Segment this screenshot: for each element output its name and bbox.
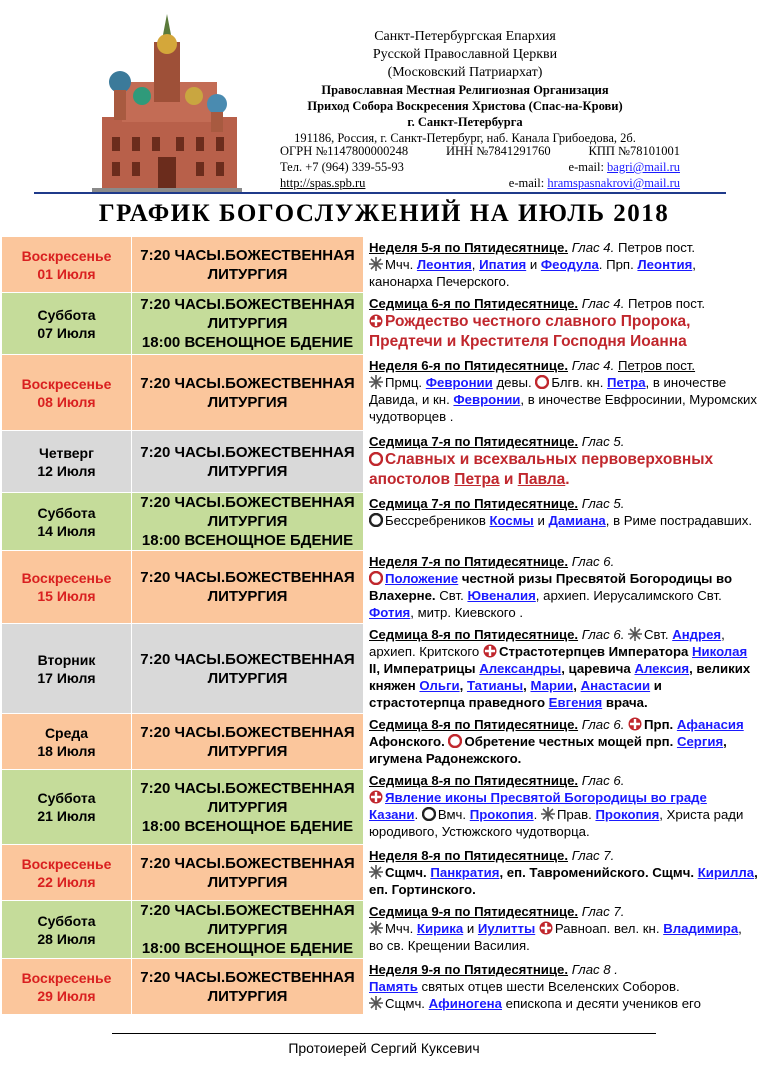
- memory-link[interactable]: Память: [369, 979, 418, 994]
- text: , канонарха Печерского.: [369, 257, 696, 289]
- day-cell: [2, 431, 132, 493]
- day-cell: [2, 624, 132, 714]
- week-heading: Седмица 8-я по Пятидесятнице.: [369, 717, 579, 732]
- red-circle-icon: [448, 734, 462, 748]
- saint-link[interactable]: Панкратия: [430, 865, 500, 880]
- text: Страстотерпцев Императора: [498, 644, 689, 659]
- text: ,: [523, 678, 527, 693]
- service-cell: [132, 770, 364, 845]
- glas: Глас 4.: [571, 240, 615, 255]
- site-url[interactable]: http://spas.spb.ru: [280, 176, 366, 190]
- day-cell: [2, 493, 132, 551]
- saint-link[interactable]: Владимира: [663, 921, 739, 936]
- text: Блгв. кн.: [551, 375, 604, 390]
- week-heading: Неделя 8-я по Пятидесятнице.: [369, 848, 569, 863]
- service-liturgy: 7:20 ЧАСЫ.БОЖЕСТВЕННАЯ ЛИТУРГИЯ: [140, 779, 355, 816]
- date: 07 Июля: [37, 324, 96, 341]
- schedule-row: [2, 431, 763, 493]
- glas: Глас 7.: [581, 904, 625, 919]
- saint-link[interactable]: Иулитты: [477, 921, 536, 936]
- text: Свт.: [644, 627, 669, 642]
- schedule-table: [1, 236, 763, 1015]
- description-cell: [364, 959, 763, 1015]
- service-vigil: 18:00 ВСЕНОЩНОЕ БДЕНИЕ: [141, 817, 354, 835]
- week-heading: Седмица 7-я по Пятидесятнице.: [369, 496, 579, 511]
- text: ,: [459, 678, 464, 693]
- schedule-row: [2, 845, 763, 901]
- schedule-row: [2, 959, 763, 1015]
- patriarchate-line: (Московский Патриархат): [387, 65, 543, 80]
- glas: Глас 6.: [581, 773, 625, 788]
- description-cell: [364, 714, 763, 770]
- red-cross-icon: [628, 717, 642, 731]
- glas: Глас 6.: [581, 627, 625, 642]
- service-liturgy: 7:20 ЧАСЫ.БОЖЕСТВЕННАЯ ЛИТУРГИЯ: [140, 443, 355, 480]
- text: .: [565, 471, 570, 488]
- text: и страстотерпца праведного: [369, 678, 662, 710]
- inn: ИНН №7841291760: [445, 144, 551, 158]
- fast-note: Петров пост.: [617, 358, 696, 373]
- weekday: Воскресенье: [21, 570, 112, 586]
- weekday: Воскресенье: [21, 375, 112, 392]
- date: 08 Июля: [37, 393, 96, 410]
- saint-link[interactable]: Марии: [530, 678, 574, 693]
- feast-text: Рождество честного славного Пророка, Предтечи и Крестителя Господня Иоанна: [369, 313, 691, 350]
- saint-link[interactable]: Леонтия: [416, 257, 472, 272]
- week-heading: Неделя 5-я по Пятидесятнице.: [369, 240, 569, 255]
- signature-rule: [112, 1033, 656, 1034]
- description-cell: [364, 431, 763, 493]
- saint-link[interactable]: Татианы: [466, 678, 524, 693]
- weekday: Среда: [44, 724, 89, 741]
- text: ,: [471, 257, 476, 272]
- text: Свт.: [439, 588, 464, 603]
- service-liturgy: 7:20 ЧАСЫ.БОЖЕСТВЕННАЯ ЛИТУРГИЯ: [140, 902, 355, 938]
- service-liturgy: 7:20 ЧАСЫ.БОЖЕСТВЕННАЯ ЛИТУРГИЯ: [140, 650, 355, 687]
- weekday: Воскресенье: [21, 855, 112, 872]
- text: , великих княжен: [369, 661, 751, 693]
- letterhead-text: [255, 28, 675, 146]
- text: ,: [573, 678, 577, 693]
- description-cell: [364, 845, 763, 901]
- description-cell: [364, 901, 763, 959]
- service-cell: [132, 551, 364, 624]
- glas: Глас 6.: [581, 717, 625, 732]
- red-cross-icon: [369, 790, 383, 804]
- fast-note: Петров пост.: [628, 296, 706, 311]
- schedule-row: [2, 355, 763, 431]
- schedule-row: [2, 293, 763, 355]
- star-icon: [541, 807, 555, 821]
- weekday: Воскресенье: [21, 247, 112, 264]
- date: 18 Июля: [37, 742, 96, 759]
- service-liturgy: 7:20 ЧАСЫ.БОЖЕСТВЕННАЯ ЛИТУРГИЯ: [140, 374, 355, 411]
- saint-link[interactable]: Феодула: [540, 257, 599, 272]
- signature: Протоиерей Сергий Куксевич: [288, 1040, 480, 1056]
- email1-link[interactable]: bagri@mail.ru: [607, 160, 680, 174]
- service-cell: [132, 431, 364, 493]
- description-cell: [364, 355, 763, 431]
- text: , архиеп. Иерусалимского Свт.: [535, 588, 722, 603]
- saint-link[interactable]: Сергия: [676, 734, 724, 749]
- date: 12 Июля: [37, 462, 96, 479]
- day-cell: [2, 355, 132, 431]
- header-rule: [34, 192, 726, 194]
- service-cell: [132, 714, 364, 770]
- text: , в иночестве Евфросинии, Муромских чудотворцев .: [369, 392, 757, 424]
- service-liturgy: 7:20 ЧАСЫ.БОЖЕСТВЕННАЯ ЛИТУРГИЯ: [140, 569, 355, 605]
- schedule-row: [2, 714, 763, 770]
- weekday: Воскресенье: [21, 969, 112, 986]
- star-icon: [628, 627, 642, 641]
- service-liturgy: 7:20 ЧАСЫ.БОЖЕСТВЕННАЯ ЛИТУРГИЯ: [140, 854, 355, 891]
- service-cell: [132, 355, 364, 431]
- saint-link[interactable]: Павла: [517, 471, 566, 488]
- email2-label: e-mail:: [508, 176, 545, 190]
- saint-link[interactable]: Кирилла: [697, 865, 755, 880]
- text: Обретение честных мощей прп.: [464, 734, 674, 749]
- day-cell: [2, 237, 132, 293]
- glas: Глас 4.: [581, 296, 625, 311]
- email1: [569, 159, 680, 175]
- date: 29 Июля: [37, 987, 96, 1004]
- description-cell: [364, 293, 763, 355]
- church-line: Русской Православной Церкви: [372, 47, 558, 62]
- description-cell: [364, 624, 763, 714]
- phone: Тел. +7 (964) 339-55-93: [280, 160, 404, 174]
- text: врача.: [605, 695, 648, 710]
- glas: Глас 6.: [571, 554, 615, 569]
- saint-link[interactable]: Николая: [692, 644, 748, 659]
- text: Мчч.: [385, 257, 414, 272]
- email2-link[interactable]: hramspasnakrovi@mail.ru: [547, 176, 680, 190]
- feast-link[interactable]: Явление иконы Пресвятой Богородицы во граде Казани: [369, 790, 707, 822]
- day-cell: [2, 901, 132, 959]
- saint-link[interactable]: Ольги: [419, 678, 460, 693]
- day-cell: [2, 714, 132, 770]
- week-heading: Седмица 9-я по Пятидесятнице.: [369, 904, 579, 919]
- saint-link[interactable]: Кирика: [416, 921, 464, 936]
- star-icon: [369, 921, 383, 935]
- saint-link[interactable]: Афанасия: [676, 717, 744, 732]
- description-cell: [364, 237, 763, 293]
- description-cell: [364, 770, 763, 845]
- date: 17 Июля: [37, 669, 96, 686]
- text: .: [533, 807, 538, 822]
- glas: Глас 5.: [581, 434, 625, 449]
- text: II, Императрицы: [369, 661, 476, 676]
- red-circle-icon: [369, 452, 383, 466]
- saint-link[interactable]: Петра: [454, 471, 500, 488]
- saint-link[interactable]: Евгения: [548, 695, 603, 710]
- org-line: Православная Местная Религиозная Организация: [321, 83, 609, 97]
- date: 14 Июля: [37, 522, 96, 539]
- red-circle-icon: [369, 571, 383, 585]
- red-cross-icon: [369, 314, 383, 328]
- feast-text: Славных и всехвальных первоверховных апостолов: [369, 451, 714, 488]
- glas: Глас 4.: [571, 358, 615, 373]
- date: 15 Июля: [37, 588, 96, 604]
- text: Афонского.: [369, 734, 445, 749]
- fast-note: Петров пост.: [617, 240, 696, 255]
- diocese-line: Санкт-Петербургская Епархия: [374, 29, 556, 44]
- star-icon: [369, 996, 383, 1010]
- saint-link[interactable]: Афиногена: [428, 996, 502, 1011]
- service-liturgy: 7:20 ЧАСЫ.БОЖЕСТВЕННАЯ ЛИТУРГИЯ: [140, 494, 355, 530]
- saint-link[interactable]: Прокопия: [595, 807, 660, 822]
- date: 01 Июля: [37, 265, 96, 282]
- text: . Прп.: [598, 257, 634, 272]
- service-cell: [132, 901, 364, 959]
- saint-link[interactable]: Леонтия: [637, 257, 693, 272]
- saint-link[interactable]: Ипатия: [479, 257, 527, 272]
- text: честной ризы Пресвятой Богородицы во Влахерне.: [369, 571, 733, 603]
- star-icon: [369, 375, 383, 389]
- service-liturgy: 7:20 ЧАСЫ.БОЖЕСТВЕННАЯ ЛИТУРГИЯ: [140, 723, 355, 760]
- star-icon: [369, 257, 383, 271]
- day-cell: [2, 293, 132, 355]
- registry-row: [280, 143, 680, 159]
- saint-link[interactable]: Анастасии: [580, 678, 651, 693]
- text: , в Риме пострадавших.: [605, 513, 752, 528]
- service-cell: [132, 293, 364, 355]
- contacts-block: [280, 143, 680, 191]
- glas: Глас 7.: [571, 848, 615, 863]
- saint-link[interactable]: Февронии: [425, 375, 493, 390]
- black-circle-icon: [422, 807, 436, 821]
- text: и: [503, 471, 514, 488]
- service-liturgy: 7:20 ЧАСЫ.БОЖЕСТВЕННАЯ ЛИТУРГИЯ: [140, 246, 355, 283]
- saint-link[interactable]: Алексия: [634, 661, 690, 676]
- text: Равноап. вел. кн.: [554, 921, 660, 936]
- text: .: [414, 807, 419, 822]
- red-circle-icon: [535, 375, 549, 389]
- saint-link[interactable]: Февронии: [453, 392, 521, 407]
- week-heading: Неделя 7-я по Пятидесятнице.: [369, 554, 569, 569]
- saint-link[interactable]: Ювеналия: [467, 588, 536, 603]
- text: Бессребреников: [385, 513, 486, 528]
- phone-row: [280, 159, 680, 175]
- service-cell: [132, 624, 364, 714]
- text: , еп. Тавроменийского. Сщмч.: [499, 865, 695, 880]
- service-liturgy: 7:20 ЧАСЫ.БОЖЕСТВЕННАЯ ЛИТУРГИЯ: [140, 296, 355, 332]
- week-heading: Седмица 7-я по Пятидесятнице.: [369, 434, 579, 449]
- cathedral-image: [92, 12, 242, 194]
- red-cross-icon: [539, 921, 553, 935]
- feast-title: [369, 451, 713, 488]
- schedule-row: [2, 770, 763, 845]
- date: 28 Июля: [37, 930, 96, 947]
- text: , во св. Крещении Василия.: [369, 921, 742, 953]
- schedule-row: [2, 901, 763, 959]
- schedule-row: [2, 624, 763, 714]
- weekday: Суббота: [37, 306, 96, 323]
- text: Прав.: [556, 807, 592, 822]
- email2: [509, 175, 680, 191]
- text: , митр. Киевского .: [410, 605, 523, 620]
- black-circle-icon: [369, 513, 383, 527]
- description-cell: [364, 551, 763, 624]
- text: епископа и десяти учеников его: [505, 996, 701, 1011]
- schedule-row: [2, 237, 763, 293]
- text: святых отцев шести Вселенских Соборов.: [421, 979, 680, 994]
- text: Сщмч.: [385, 865, 427, 880]
- schedule-row: [2, 493, 763, 551]
- date: 22 Июля: [37, 873, 96, 890]
- text: Прп.: [644, 717, 674, 732]
- saint-link[interactable]: Петра: [607, 375, 646, 390]
- text: Вмч.: [437, 807, 467, 822]
- text: Мчч.: [385, 921, 414, 936]
- text: , Христа ради юродивого, Устюжского чудотворца.: [369, 807, 744, 839]
- parish-line: Приход Собора Воскресения Христова (Спас-на-Крови): [307, 99, 623, 113]
- text: , игумена Радонежского.: [369, 734, 727, 766]
- weekday: Четверг: [39, 444, 94, 461]
- site-row: [280, 175, 680, 191]
- saint-link[interactable]: Александры: [479, 661, 562, 676]
- email1-label: e-mail:: [568, 160, 604, 174]
- text: и: [529, 257, 538, 272]
- weekday: Суббота: [37, 504, 96, 521]
- schedule-row: [2, 551, 763, 624]
- saint-link[interactable]: Андрея: [672, 627, 722, 642]
- page-title: ГРАФИК БОГОСЛУЖЕНИЙ НА ИЮЛЬ 2018: [98, 200, 670, 227]
- weekday: Суббота: [37, 790, 96, 806]
- text: , еп. Гортинского.: [369, 865, 758, 897]
- service-vigil: 18:00 ВСЕНОЩНОЕ БДЕНИЕ: [141, 940, 354, 957]
- service-cell: [132, 959, 364, 1015]
- week-heading: Седмица 8-я по Пятидесятнице.: [369, 773, 579, 788]
- service-cell: [132, 237, 364, 293]
- star-icon: [369, 865, 383, 879]
- text: и: [537, 513, 545, 528]
- day-cell: [2, 551, 132, 624]
- text: , царевича: [561, 661, 631, 676]
- city-line: г. Санкт-Петербурга: [407, 115, 523, 129]
- service-vigil: 18:00 ВСЕНОЩНОЕ БДЕНИЕ: [141, 334, 354, 351]
- service-cell: [132, 845, 364, 901]
- saint-link[interactable]: Прокопия: [469, 807, 534, 822]
- text: и: [466, 921, 475, 936]
- week-heading: Неделя 9-я по Пятидесятнице.: [369, 962, 569, 977]
- week-heading: Седмица 6-я по Пятидесятнице.: [369, 296, 579, 311]
- text: Прмц.: [385, 375, 423, 390]
- red-cross-icon: [483, 644, 497, 658]
- weekday: Суббота: [37, 912, 96, 929]
- saint-link[interactable]: Дамиана: [548, 513, 606, 528]
- text: , архиеп. Критского: [369, 627, 725, 659]
- kpp: КПП №78101001: [588, 144, 680, 158]
- service-vigil: 18:00 ВСЕНОЩНОЕ БДЕНИЕ: [141, 532, 354, 549]
- feast-title: [369, 313, 690, 350]
- day-cell: [2, 770, 132, 845]
- feast-link[interactable]: Положение: [385, 571, 459, 586]
- ogrn: ОГРН №1147800000248: [280, 144, 409, 158]
- glas: Глас 5.: [581, 496, 625, 511]
- saint-link[interactable]: Космы: [489, 513, 534, 528]
- text: Сщмч.: [385, 996, 425, 1011]
- address-line: 191186, Россия, г. Санкт-Петербург, наб. Канала Грибоедова, 2б.: [294, 131, 636, 145]
- text: девы.: [496, 375, 532, 390]
- glas: Глас 8 .: [571, 962, 618, 977]
- service-cell: [132, 493, 364, 551]
- date: 21 Июля: [37, 808, 96, 824]
- day-cell: [2, 845, 132, 901]
- description-cell: [364, 493, 763, 551]
- letterhead: [0, 0, 768, 195]
- saint-link[interactable]: Фотия: [369, 605, 411, 620]
- weekday: Вторник: [37, 651, 96, 668]
- service-liturgy: 7:20 ЧАСЫ.БОЖЕСТВЕННАЯ ЛИТУРГИЯ: [140, 968, 355, 1005]
- week-heading: Неделя 6-я по Пятидесятнице.: [369, 358, 569, 373]
- week-heading: Седмица 8-я по Пятидесятнице.: [369, 627, 579, 642]
- text: , в иночестве Давида, и кн.: [369, 375, 727, 407]
- day-cell: [2, 959, 132, 1015]
